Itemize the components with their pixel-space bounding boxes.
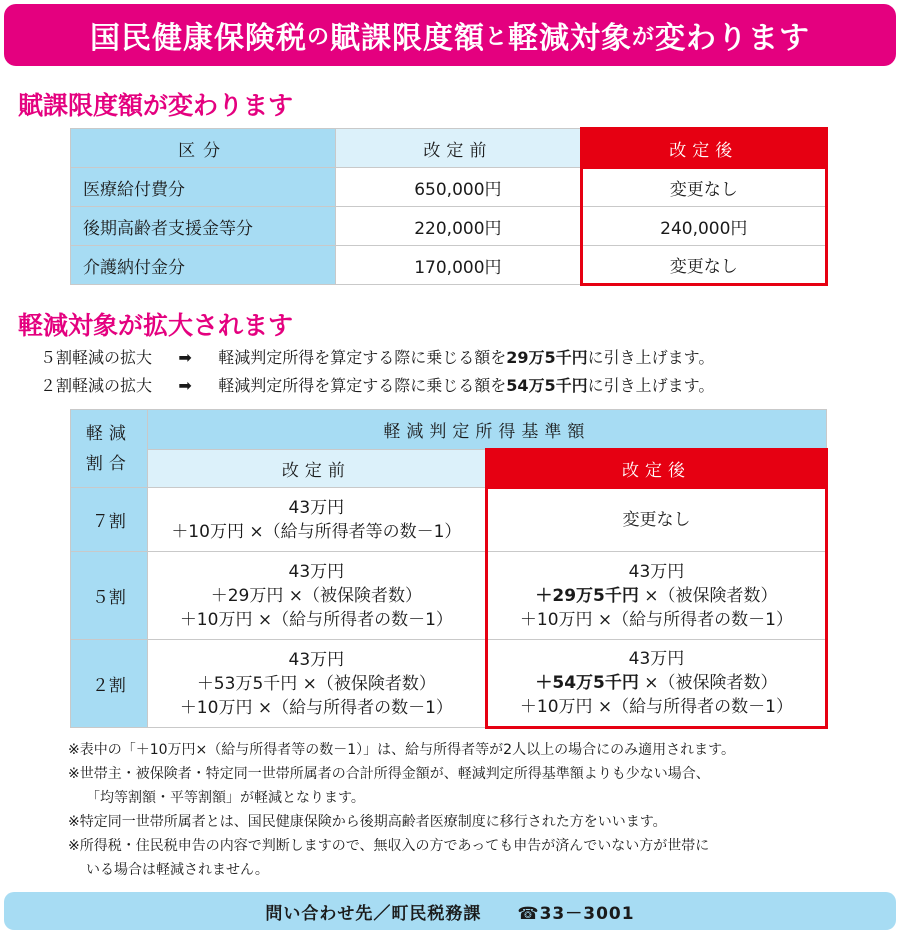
contact-footer: [4, 892, 896, 930]
row-before: 220,000円: [336, 207, 581, 246]
after-rest: ×（被保険者数）: [638, 673, 778, 693]
reduction-table: [70, 409, 828, 729]
arrow-right-icon: ➡: [178, 376, 192, 395]
before-line: ＋53万5千円 ×（被保険者数）: [196, 673, 436, 694]
note-line: ※表中の「＋10万円×（給与所得者等の数－1）」は、給与所得者等が2人以上の場合にのみ適用されます。: [68, 742, 735, 758]
row-ratio: ２割: [71, 640, 148, 728]
banner-text-1: 国民健康保険税: [89, 21, 307, 56]
after-rest: ×（被保険者数）: [638, 585, 778, 606]
table-row: [71, 552, 827, 640]
note-line: ※特定同一世帯所属者とは、国民健康保険から後期高齢者医療制度に移行された方をいいます。: [68, 814, 667, 830]
after-prefix: ＋: [535, 585, 553, 606]
reduction-header-main: [71, 410, 827, 450]
limit-table: [70, 127, 828, 286]
section1-title: 賦課限度額が変わります: [18, 91, 294, 120]
table-row: [71, 640, 827, 728]
header-ratio-1: 軽減: [85, 423, 132, 444]
banner-text-7: 変わります: [655, 21, 811, 56]
banner-text-5: 軽減対象: [508, 21, 632, 56]
row-before: [147, 640, 486, 728]
table-row: [71, 207, 827, 246]
line-suffix: に引き上げます。: [587, 376, 715, 395]
header-after: 改定後: [486, 450, 826, 488]
after-line: 変更なし: [622, 510, 691, 530]
after-bold-amount: 29万5千円: [552, 585, 639, 606]
row-ratio: ７割: [71, 488, 148, 552]
after-line: 43万円: [628, 561, 685, 582]
note-line: 「均等割額・平等割額」が軽減となります。: [86, 790, 365, 806]
phone-number: ☎33－3001: [517, 903, 635, 924]
before-line: ＋10万円 ×（給与所得者等の数－1）: [171, 521, 462, 542]
after-line: ＋10万円 ×（給与所得者の数－1）: [519, 697, 793, 717]
note-line: ※世帯主・被保険者・特定同一世帯所属者の合計所得金額が、軽減判定所得基準額よりも少ない場合、: [68, 766, 710, 782]
before-line: ＋10万円 ×（給与所得者の数－1）: [179, 697, 453, 718]
after-line-bold: [488, 671, 825, 695]
note-line: いる場合は軽減されません。: [86, 862, 269, 878]
before-line: ＋10万円 ×（給与所得者の数－1）: [179, 609, 453, 630]
reduction-line-5: [40, 345, 714, 368]
line-amount: 54万5千円: [506, 376, 588, 395]
row-after: 変更なし: [581, 246, 826, 285]
arrow-right-icon: ➡: [178, 348, 192, 367]
after-bold-amount: 54万5千円: [552, 673, 639, 693]
row-after: [486, 640, 826, 728]
banner-text-2: の: [306, 24, 330, 50]
line-amount: 29万5千円: [506, 348, 588, 367]
row-category: 医療給付費分: [71, 168, 336, 207]
row-after: [486, 488, 826, 552]
note-line: ※所得税・住民税申告の内容で判断しますので、無収入の方であっても申告が済んでいない方が世帯に: [68, 838, 710, 854]
header-category: 区分: [71, 129, 336, 168]
reduction-header-sub: [71, 450, 827, 488]
table-row: [71, 168, 827, 207]
row-before: 650,000円: [336, 168, 581, 207]
table-row: [71, 246, 827, 285]
row-after: 変更なし: [581, 168, 826, 207]
table-row: [71, 488, 827, 552]
after-line-bold: [488, 584, 825, 608]
row-before: 170,000円: [336, 246, 581, 285]
line-label: ５割軽減の拡大: [40, 348, 153, 367]
header-ratio-2: 割合: [85, 453, 132, 474]
section2-title: 軽減対象が拡大されます: [18, 311, 294, 340]
after-line: ＋10万円 ×（給与所得者の数－1）: [519, 609, 793, 630]
header-before: 改定前: [147, 450, 486, 488]
before-line: 43万円: [288, 497, 345, 518]
row-before: [147, 488, 486, 552]
header-ratio: [71, 410, 148, 488]
contact-label: 問い合わせ先／町民税務課: [265, 903, 482, 924]
title-banner: [4, 4, 896, 66]
row-before: [147, 552, 486, 640]
line-suffix: に引き上げます。: [587, 348, 715, 367]
line-text: 軽減判定所得を算定する際に乗じる額を: [218, 376, 507, 395]
reduction-line-2: [40, 373, 714, 396]
banner-text-4: と: [484, 24, 508, 50]
limit-table-header: [71, 129, 827, 168]
before-line: 43万円: [288, 649, 345, 670]
before-line: 43万円: [288, 561, 345, 582]
row-after: 240,000円: [581, 207, 826, 246]
notes: [68, 738, 735, 882]
line-label: ２割軽減の拡大: [40, 376, 153, 395]
row-after: [486, 552, 826, 640]
after-line: 43万円: [628, 649, 685, 669]
header-after: 改定後: [581, 129, 826, 168]
row-category: 介護納付金分: [71, 246, 336, 285]
header-before: 改定前: [336, 129, 581, 168]
after-prefix: ＋: [535, 673, 553, 693]
banner-text-3: 賦課限度額: [329, 21, 485, 56]
row-category: 後期高齢者支援金等分: [71, 207, 336, 246]
before-line: ＋29万円 ×（被保険者数）: [210, 585, 422, 606]
line-text: 軽減判定所得を算定する際に乗じる額を: [218, 348, 507, 367]
row-ratio: ５割: [71, 552, 148, 640]
header-base-amount: 軽減判定所得基準額: [147, 410, 826, 450]
banner-text-6: が: [632, 24, 656, 50]
